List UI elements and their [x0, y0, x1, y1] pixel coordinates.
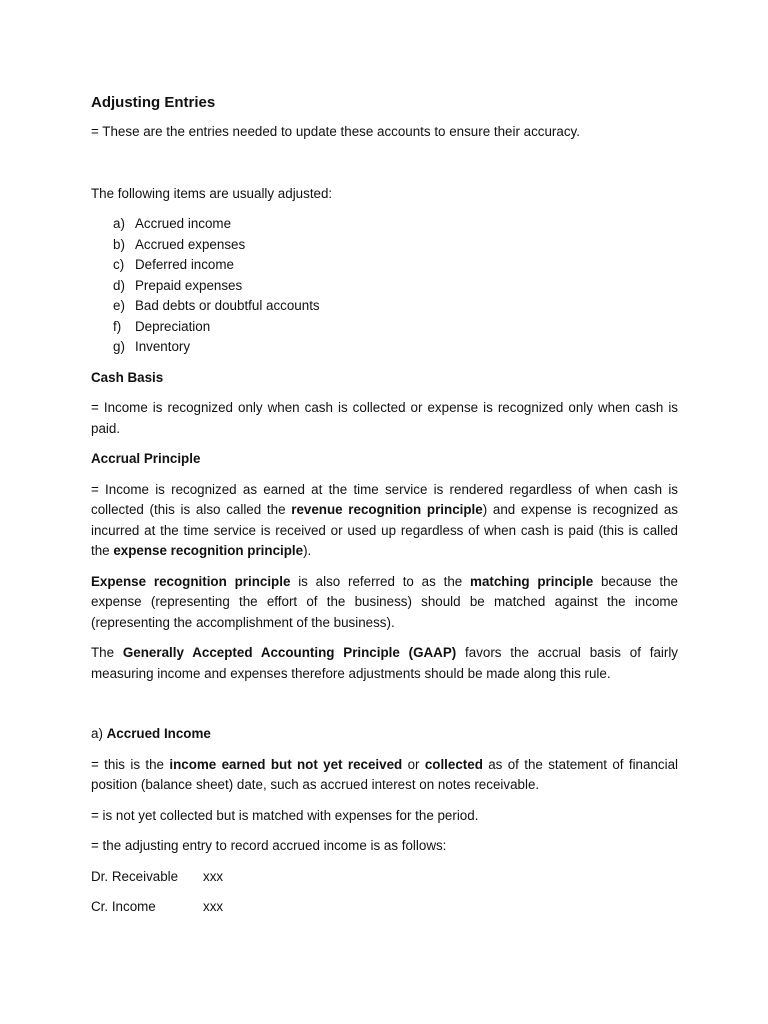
- list-item-text: Accrued expenses: [135, 236, 246, 252]
- revenue-recognition-term: revenue recognition principle: [291, 502, 483, 517]
- income-earned-term: income earned but not yet received: [169, 756, 403, 772]
- section-marker: a): [91, 726, 107, 741]
- list-item-text: Inventory: [135, 339, 191, 354]
- list-item-text: Depreciation: [135, 318, 211, 334]
- definition-part: or: [402, 756, 425, 772]
- list-marker: d): [113, 277, 125, 293]
- list-item-text: Bad debts or doubtful accounts: [135, 298, 320, 313]
- accrual-text-part: = Income is recognized as earned at the time service is rendered regardless of when cash is collected (this is also called the: [91, 481, 678, 517]
- cash-basis-heading: Cash Basis: [91, 369, 164, 385]
- list-marker: e): [113, 298, 125, 313]
- matching-principle-text: [91, 572, 678, 634]
- page-title: Adjusting Entries: [91, 94, 216, 111]
- list-item: [113, 276, 678, 297]
- gaap-text: [91, 643, 678, 684]
- accrued-income-note: = is not yet collected but is matched with expenses for the period.: [91, 807, 479, 823]
- credit-amount: xxx: [203, 899, 224, 914]
- matching-text-part: because the expense (representing the effort of the business) should be matched against the income (representing the accomplishment of the business).: [91, 573, 678, 630]
- accrued-income-title: Accrued Income: [106, 726, 211, 741]
- list-item: [113, 317, 678, 338]
- collected-term: collected: [424, 756, 483, 772]
- list-item: [113, 296, 678, 317]
- document-content: [91, 92, 678, 918]
- list-marker: a): [113, 216, 125, 231]
- accrued-income-heading: [91, 724, 678, 745]
- list-item: [113, 255, 678, 276]
- journal-entry-debit: [91, 867, 678, 888]
- expense-recognition-term: expense recognition principle: [113, 543, 304, 558]
- list-marker: b): [113, 236, 125, 252]
- journal-entry-credit: [91, 897, 678, 918]
- list-item: [113, 214, 678, 235]
- adjusted-items-list: [91, 214, 678, 358]
- matching-text-part: is also referred to as the: [290, 573, 471, 589]
- list-marker: c): [113, 257, 125, 272]
- definition-text: = These are the entries needed to update these accounts to ensure their accuracy.: [91, 124, 580, 139]
- credit-account: Cr. Income: [91, 899, 156, 914]
- accrual-text-part: ).: [303, 543, 312, 558]
- list-item: [113, 337, 678, 358]
- gaap-term: Generally Accepted Accounting Principle (GAAP): [122, 645, 457, 660]
- cash-basis-text: = Income is recognized only when cash is collected or expense is recognized only when cash is paid.: [91, 400, 678, 436]
- matching-principle-term: matching principle: [470, 573, 594, 589]
- list-marker: g): [113, 339, 125, 354]
- debit-account: Dr. Receivable: [91, 868, 179, 884]
- expense-recognition-term: Expense recognition principle: [91, 573, 291, 589]
- gaap-text-part: favors the accrual basis of fairly measuring income and expenses therefore adjustments should be made along this rule.: [91, 645, 678, 681]
- accrued-income-definition: [91, 755, 678, 796]
- list-marker: f): [113, 318, 122, 334]
- gaap-text-part: The: [91, 645, 123, 660]
- accrual-text-part: ) and expense is recognized as incurred at the time service is received or used up regardless of when cash is paid (this is called the: [91, 502, 678, 558]
- definition-part: = this is the: [91, 756, 170, 772]
- list-item-text: Accrued income: [135, 216, 232, 231]
- accrual-principle-heading: Accrual Principle: [91, 451, 201, 466]
- accrual-principle-text: [91, 480, 678, 562]
- accrued-income-entry-intro: = the adjusting entry to record accrued income is as follows:: [91, 838, 447, 853]
- list-item-text: Deferred income: [135, 257, 234, 272]
- definition-part: as of the statement of financial position (balance sheet) date, such as accrued interest on notes receivable.: [91, 756, 678, 792]
- list-item-text: Prepaid expenses: [135, 277, 243, 293]
- debit-amount: xxx: [203, 868, 224, 884]
- list-item: [113, 235, 678, 256]
- items-intro: The following items are usually adjusted:: [91, 185, 333, 201]
